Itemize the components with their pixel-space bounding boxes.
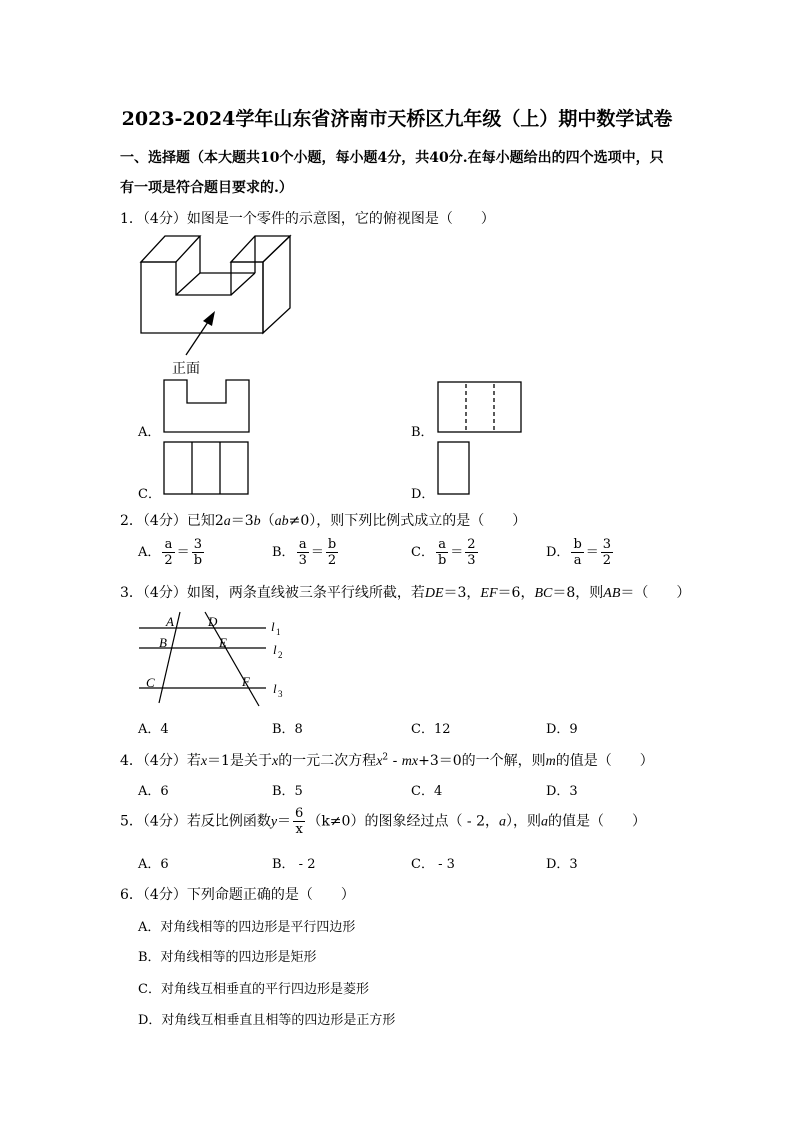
q4-option-d: D．3 — [546, 784, 578, 799]
label-d: D — [208, 614, 218, 629]
q2-option-c: C． $\frac{a}{b}$ ＝ $\frac{2}{3}$ — [411, 537, 476, 568]
page-title: 2023-2024学年山东省济南市天桥区九年级（上）期中数学试卷 — [121, 108, 673, 130]
label-l3: l — [273, 681, 277, 696]
label-l3-sub: 3 — [278, 689, 283, 699]
q6-option-c: C．对角线互相垂直的平行四边形是菱形 — [138, 982, 369, 997]
label-f: F — [242, 674, 250, 689]
q6-stem: 6．（4分）下列命题正确的是（ ） — [120, 887, 355, 903]
label-l2: l — [273, 642, 277, 657]
q3-stem: 3．（4分）如图，两条直线被三条平行线所截，若DE＝3，EF＝6，BC＝8，则AB＝（ ） — [120, 585, 691, 601]
q4-stem: 4．（4分）若x＝1是关于x的一元二次方程$x^2 - mx+3=0$的一个解，则m的值是（ ） — [120, 752, 654, 769]
section-heading-line1: 一、选择题（本大题共10个小题，每小题4分，共40分.在每小题给出的四个选项中，只 — [120, 150, 664, 166]
q3-option-d: D．9 — [546, 722, 578, 737]
label-b: B — [159, 635, 167, 650]
q5-stem: 5．（4分）若反比例函数y＝ $\frac{6}{x}$ （k≠0）的图象经过点（ - 2，a），则a的值是（ ） — [120, 806, 646, 837]
label-l2-sub: 2 — [278, 650, 283, 660]
q5-option-c: C． - 3 — [411, 857, 455, 872]
q1-option-b: B． — [411, 425, 434, 440]
q3-option-a: A．4 — [138, 722, 169, 737]
q4-option-a: A．6 — [138, 784, 169, 799]
q2-stem: 2．（4分）已知2a＝3b（ab≠0），则下列比例式成立的是（ ） — [120, 513, 527, 529]
label-l1-sub: 1 — [276, 627, 281, 637]
section-heading-line2: 有一项是符合题目要求的.） — [120, 180, 293, 196]
q4-option-c: C．4 — [411, 784, 443, 799]
q1-front-label: 正面 — [172, 361, 200, 377]
q6-option-b: B．对角线相等的四边形是矩形 — [138, 950, 317, 965]
q1-option-a: A． — [138, 425, 161, 440]
label-c: C — [146, 675, 155, 690]
q1-option-c: C． — [138, 487, 161, 502]
q5-option-d: D．3 — [546, 857, 578, 872]
q5-option-b: B． - 2 — [272, 857, 316, 872]
q6-option-d: D．对角线互相垂直且相等的四边形是正方形 — [138, 1013, 396, 1028]
q2-option-a: A． $\frac{a}{2}$ ＝ $\frac{3}{b}$ — [138, 537, 203, 568]
q3-option-b: B．8 — [272, 722, 303, 737]
label-e: E — [219, 635, 227, 650]
q2-option-d: D． $\frac{b}{a}$ ＝ $\frac{3}{2}$ — [546, 537, 612, 568]
q4-option-b: B．5 — [272, 784, 303, 799]
q6-option-a: A．对角线相等的四边形是平行四边形 — [138, 920, 356, 935]
q3-option-c: C．12 — [411, 722, 451, 737]
q5-option-a: A．6 — [138, 857, 169, 872]
label-l1: l — [271, 619, 275, 634]
q2-option-b: B． $\frac{a}{3}$ ＝ $\frac{b}{2}$ — [272, 537, 337, 568]
q1-option-d: D． — [411, 487, 435, 502]
label-a: A — [166, 614, 174, 629]
q1-stem: 1．（4分）如图是一个零件的示意图，它的俯视图是（ ） — [120, 211, 495, 227]
